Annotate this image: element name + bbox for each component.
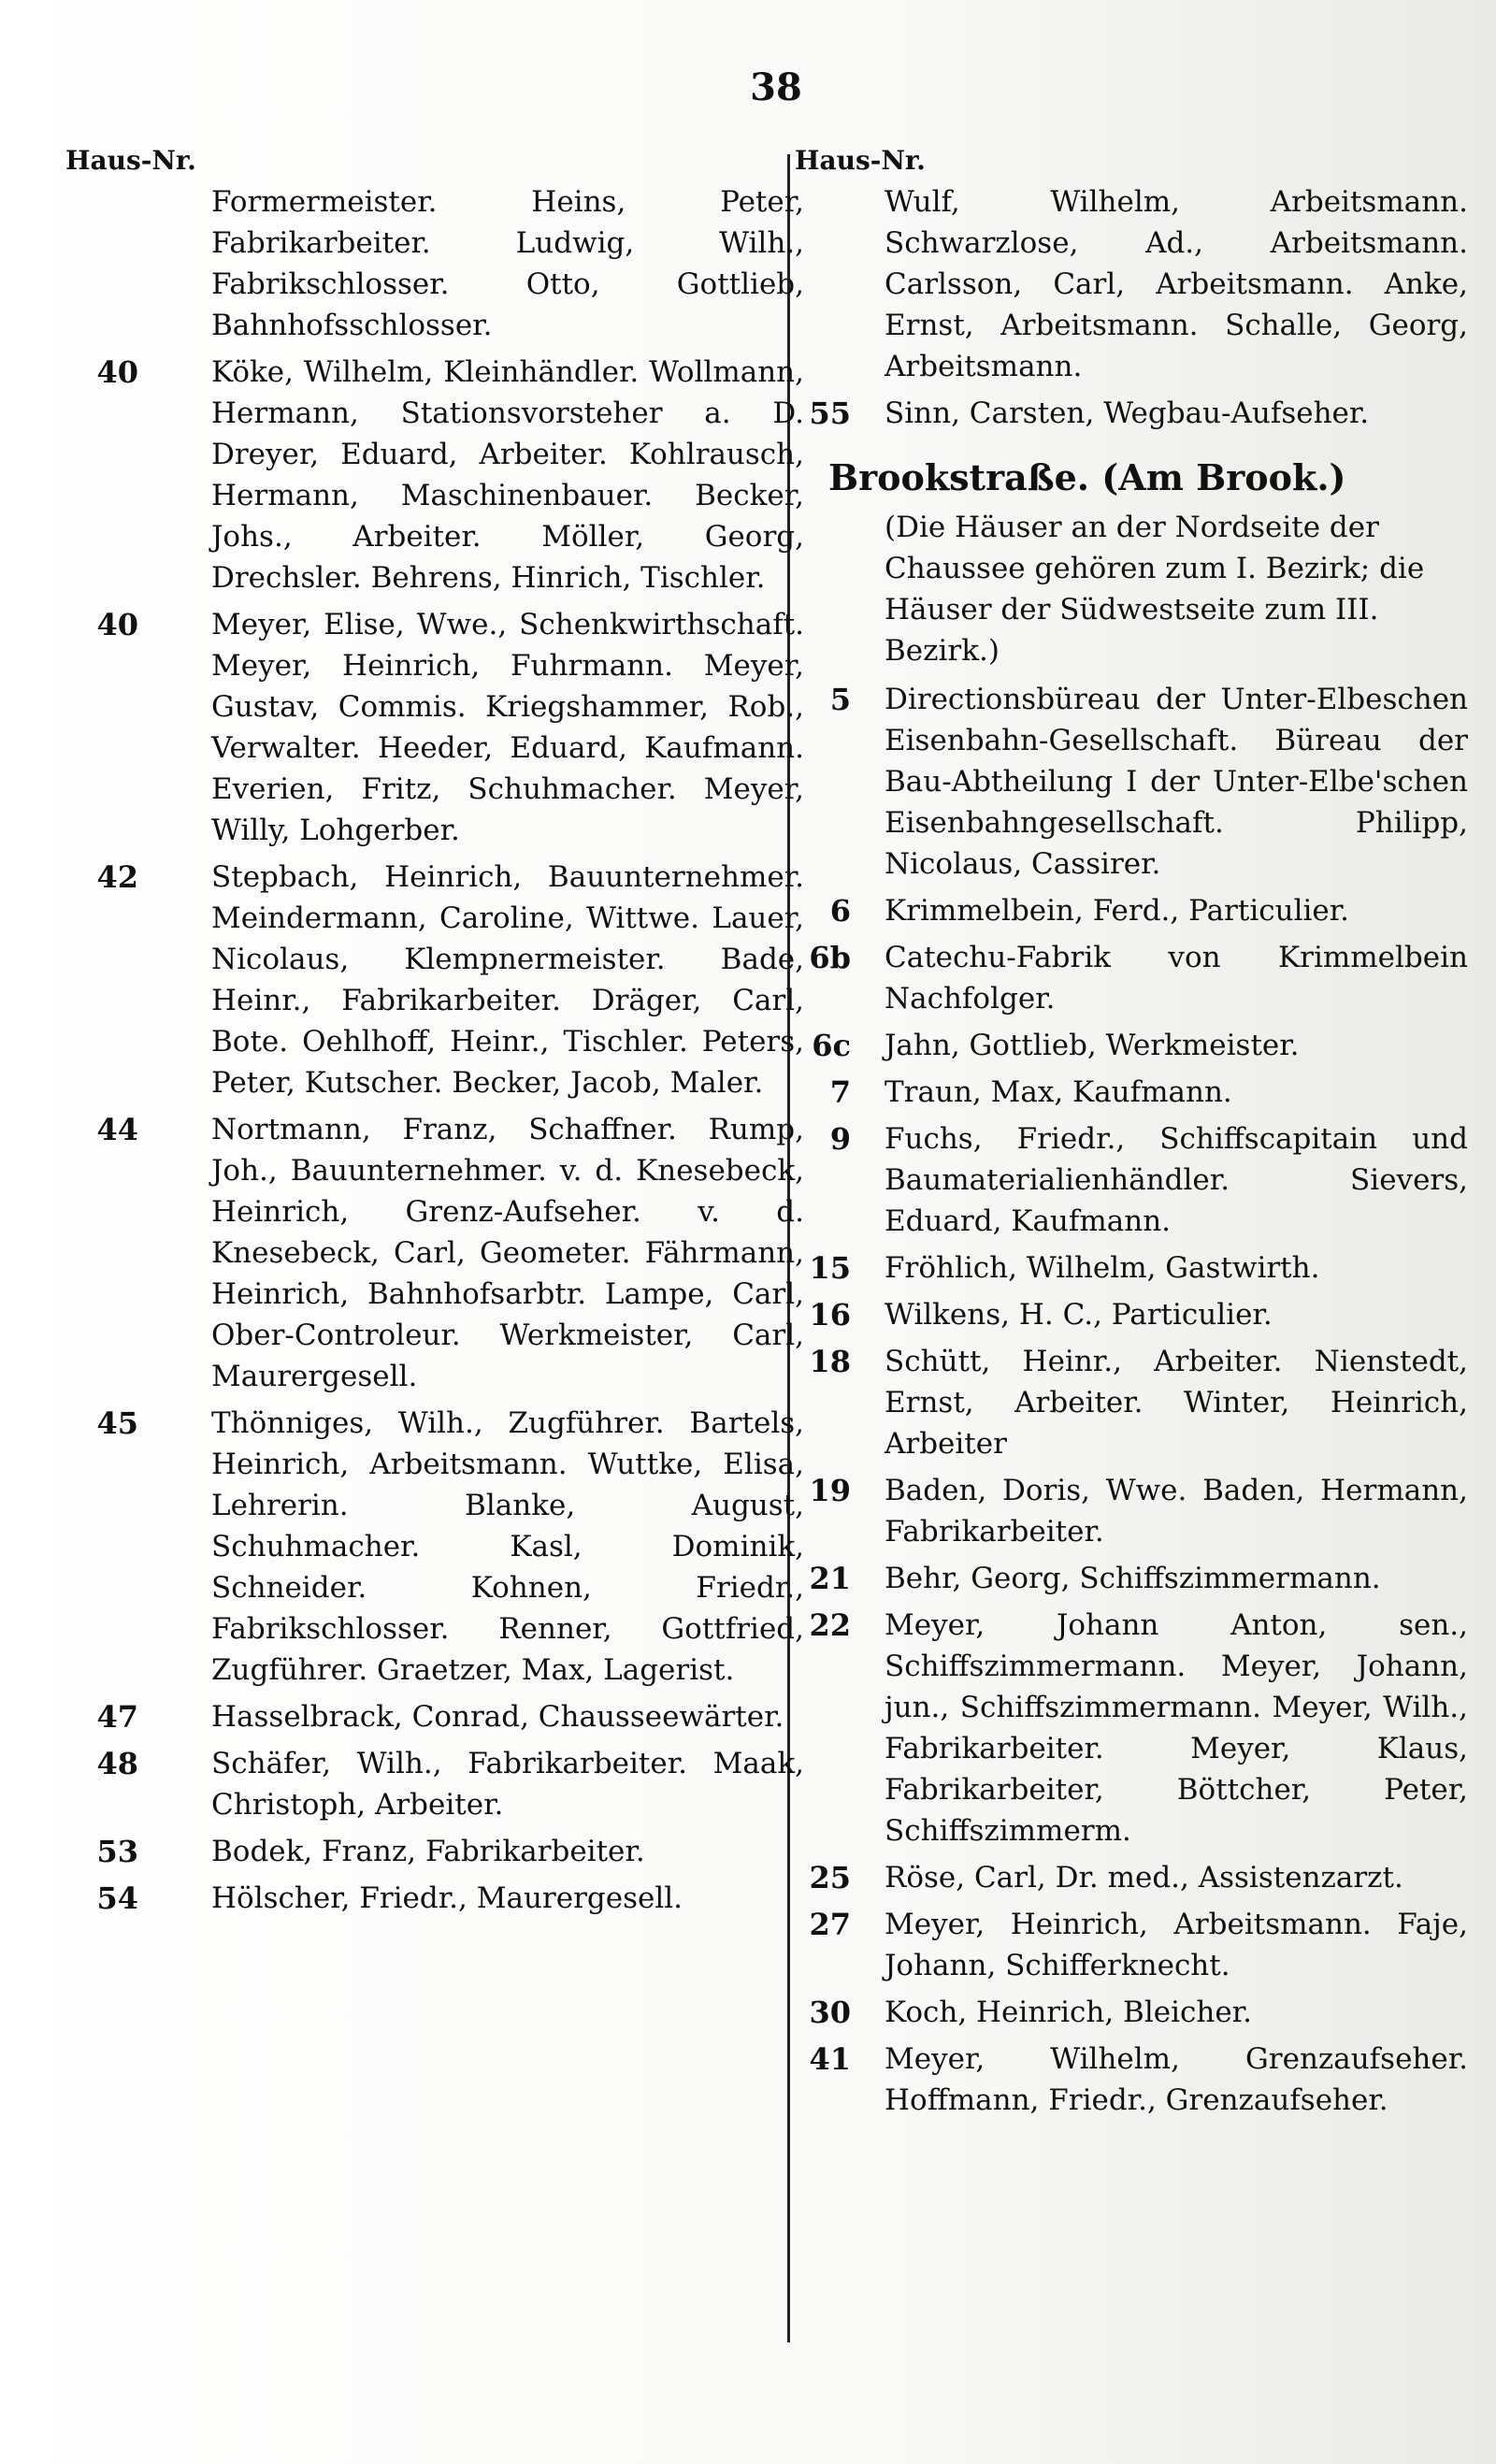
house-number: 48 [96, 1746, 138, 1781]
resident-list: Baden, Doris, Wwe. Baden, Hermann, Fabrikarbeiter. [885, 1474, 1468, 1549]
house-number: 53 [96, 1834, 138, 1869]
house-number: 7 [829, 1074, 851, 1110]
resident-list: Koch, Heinrich, Bleicher. [885, 1996, 1252, 2029]
directory-entry [795, 1857, 1468, 1898]
house-number-header-left: Haus-Nr. [65, 145, 196, 176]
resident-list: Röse, Carl, Dr. med., Assistenzarzt. [885, 1861, 1403, 1895]
directory-entry [795, 181, 1468, 387]
house-number: 21 [809, 1561, 851, 1596]
house-number: 6c [812, 1028, 851, 1063]
house-number: 45 [96, 1405, 138, 1441]
house-number: 6b [809, 940, 851, 975]
resident-list: Traun, Max, Kaufmann. [885, 1075, 1232, 1109]
house-number: 16 [809, 1297, 851, 1333]
resident-list: Fröhlich, Wilhelm, Gastwirth. [885, 1251, 1320, 1285]
resident-list: Meyer, Wilhelm, Grenzaufseher. Hoffmann, Friedr., Grenzaufseher. [885, 2042, 1468, 2117]
directory-entry [65, 1403, 804, 1691]
resident-list: Nortmann, Franz, Schaffner. Rump, Joh., Bauunternehmer. v. d. Knesebeck, Heinrich, Grenz-Aufseher. v. d. Knesebeck, Carl, Geometer. Fährmann, Heinrich, Bahnhofsarbtr. Lampe, Carl, Ober-Controleur. Werkmeister, Carl, Maurergesell. [211, 1113, 804, 1393]
house-number: 5 [829, 682, 851, 717]
resident-list: Sinn, Carsten, Wegbau-Aufseher. [885, 396, 1370, 430]
directory-entry [795, 679, 1468, 885]
resident-list: Krimmelbein, Ferd., Particulier. [885, 894, 1350, 928]
house-number-header-right: Haus-Nr. [795, 145, 926, 176]
resident-list: Catechu-Fabrik von Krimmelbein Nachfolger. [885, 941, 1468, 1016]
resident-list: Meyer, Heinrich, Arbeitsmann. Faje, Johann, Schifferknecht. [885, 1908, 1468, 1982]
directory-entry [795, 393, 1468, 434]
resident-list: Behr, Georg, Schiffszimmermann. [885, 1562, 1381, 1595]
directory-entry [65, 181, 804, 346]
right-entries [795, 679, 1468, 2121]
resident-list: Fuchs, Friedr., Schiffscapitain und Baumaterialienhändler. Sievers, Eduard, Kaufmann. [885, 1122, 1468, 1238]
directory-entry [65, 604, 804, 851]
section-note: (Die Häuser an der Nordseite der Chaussee gehören zum I. Bezirk; die Häuser der Südwestseite zum III. Bezirk.) [885, 511, 1425, 668]
directory-entry [65, 1696, 804, 1737]
house-number: 6 [829, 893, 851, 929]
directory-entry [65, 1743, 804, 1825]
right-column [795, 140, 1468, 2126]
resident-list: Thönniges, Wilh., Zugführer. Bartels, Heinrich, Arbeitsmann. Wuttke, Elisa, Lehrerin. Blanke, August, Schuhmacher. Kasl, Dominik, Schneider. Kohnen, Friedr., Fabrikschlosser. Renner, Gottfried, Zugführer. Graetzer, Max, Lagerist. [211, 1406, 804, 1687]
directory-entry [65, 352, 804, 598]
house-number: 27 [809, 1907, 851, 1942]
house-number: 54 [96, 1880, 138, 1916]
house-number: 40 [96, 354, 138, 390]
resident-list: Meyer, Elise, Wwe., Schenkwirthschaft. Meyer, Heinrich, Fuhrmann. Meyer, Gustav, Commis. Kriegshammer, Rob., Verwalter. Heeder, Eduard, Kaufmann. Everien, Fritz, Schuhmacher. Meyer, Willy, Lohgerber. [211, 608, 804, 847]
directory-entry [795, 1025, 1468, 1066]
house-number: 22 [809, 1607, 851, 1643]
resident-list: Stepbach, Heinrich, Bauunternehmer. Meindermann, Caroline, Wittwe. Lauer, Nicolaus, Klempnermeister. Bade, Heinr., Fabrikarbeiter. Dräger, Carl, Bote. Oehlhoff, Heinr., Tischler. Peters, Peter, Kutscher. Becker, Jacob, Maler. [211, 860, 804, 1100]
right-top-entries [795, 181, 1468, 434]
house-number: 30 [809, 1995, 851, 2030]
resident-list: Jahn, Gottlieb, Werkmeister. [885, 1029, 1300, 1062]
resident-list: Formermeister. Heins, Peter, Fabrikarbeiter. Ludwig, Wilh., Fabrikschlosser. Otto, Gottlieb, Bahnhofsschlosser. [211, 185, 804, 342]
house-number: 42 [96, 859, 138, 895]
resident-list: Köke, Wilhelm, Kleinhändler. Wollmann, Hermann, Stationsvorsteher a. D. Dreyer, Eduard, Arbeiter. Kohlrausch, Hermann, Maschinenbauer. Becker, Johs., Arbeiter. Möller, Georg, Drechsler. Behrens, Hinrich, Tischler. [211, 355, 804, 595]
directory-entry [795, 1558, 1468, 1599]
directory-entry [795, 1072, 1468, 1113]
left-entries [65, 181, 804, 1919]
directory-entry [65, 1109, 804, 1397]
directory-entry [795, 1247, 1468, 1289]
house-number: 47 [96, 1699, 138, 1735]
directory-entry [65, 857, 804, 1103]
house-number: 55 [809, 396, 851, 431]
directory-entry [795, 1118, 1468, 1242]
resident-list: Schäfer, Wilh., Fabrikarbeiter. Maak, Christoph, Arbeiter. [211, 1747, 804, 1822]
resident-list: Schütt, Heinr., Arbeiter. Nienstedt, Ernst, Arbeiter. Winter, Heinrich, Arbeiter [885, 1345, 1468, 1461]
directory-entry [795, 937, 1468, 1019]
directory-entry [795, 1904, 1468, 1986]
house-number: 15 [809, 1250, 851, 1286]
house-number: 44 [96, 1112, 138, 1147]
directory-entry [795, 1341, 1468, 1464]
house-number: 19 [809, 1473, 851, 1508]
directory-entry [795, 1470, 1468, 1552]
resident-list: Hölscher, Friedr., Maurergesell. [211, 1881, 683, 1915]
left-column [65, 140, 804, 1924]
house-number: 40 [96, 607, 138, 642]
house-number: 25 [809, 1860, 851, 1895]
page-number: 38 [750, 65, 802, 109]
resident-list: Meyer, Johann Anton, sen., Schiffszimmermann. Meyer, Johann, jun., Schiffszimmermann. Meyer, Wilh., Fabrikarbeiter. Meyer, Klaus, Fabrikarbeiter, Böttcher, Peter, Schiffszimmerm. [885, 1608, 1468, 1848]
directory-entry [795, 1992, 1468, 2033]
house-number: 41 [809, 2041, 851, 2077]
section-title: Brookstraße. (Am Brook.) [828, 456, 1346, 498]
directory-entry [65, 1831, 804, 1872]
resident-list: Directionsbüreau der Unter-Elbeschen Eisenbahn-Gesellschaft. Büreau der Bau-Abtheilung I der Unter-Elbe'schen Eisenbahngesellschaft. Philipp, Nicolaus, Cassirer. [885, 683, 1468, 881]
directory-entry [795, 1294, 1468, 1335]
directory-entry [795, 2039, 1468, 2121]
house-number: 9 [829, 1121, 851, 1157]
directory-entry [795, 1605, 1468, 1852]
resident-list: Wilkens, H. C., Particulier. [885, 1298, 1273, 1332]
directory-entry [65, 1878, 804, 1919]
directory-entry [795, 890, 1468, 931]
resident-list: Bodek, Franz, Fabrikarbeiter. [211, 1835, 645, 1868]
house-number: 18 [809, 1344, 851, 1379]
resident-list: Hasselbrack, Conrad, Chausseewärter. [211, 1700, 784, 1734]
resident-list: Wulf, Wilhelm, Arbeitsmann. Schwarzlose, Ad., Arbeitsmann. Carlsson, Carl, Arbeitsmann. Anke, Ernst, Arbeitsmann. Schalle, Georg, Arbeitsmann. [885, 185, 1468, 383]
